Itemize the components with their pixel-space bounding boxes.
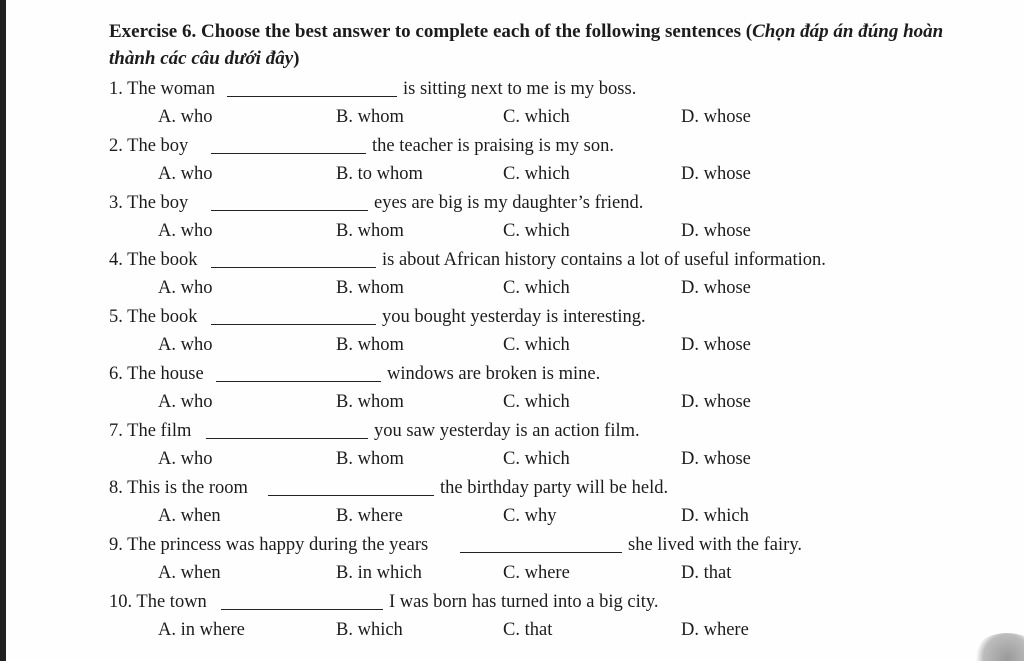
question-ending: the birthday party will be held. [440, 478, 669, 498]
option-c[interactable]: C. which [503, 449, 570, 469]
option-c[interactable]: C. which [503, 221, 570, 241]
option-c[interactable]: C. that [503, 620, 553, 640]
question-stem: 1. The woman [109, 79, 216, 99]
option-d[interactable]: D. whose [681, 221, 751, 241]
option-d[interactable]: D. whose [681, 335, 751, 355]
option-b[interactable]: B. whom [336, 278, 404, 298]
question-stem: 3. The boy [109, 193, 189, 213]
option-d[interactable]: D. whose [681, 392, 751, 412]
option-b[interactable]: B. whom [336, 449, 404, 469]
option-c[interactable]: C. where [503, 563, 570, 583]
option-d[interactable]: D. whose [681, 164, 751, 184]
option-a[interactable]: A. in where [158, 620, 245, 640]
option-d[interactable]: D. whose [681, 449, 751, 469]
question-stem: 4. The book [109, 250, 198, 270]
title-close: ) [293, 48, 300, 69]
question-7 [109, 420, 640, 442]
answer-blank[interactable] [206, 420, 368, 439]
option-c[interactable]: C. which [503, 278, 570, 298]
question-1 [109, 78, 637, 100]
option-d[interactable]: D. that [681, 563, 732, 583]
question-stem: 6. The house [109, 364, 204, 384]
title-vietnamese: Chọn đáp án đúng hoàn thành các câu dưới đây [109, 21, 944, 69]
question-4 [109, 249, 826, 271]
question-stem: 9. The princess was happy during the years [109, 535, 429, 555]
question-10 [109, 591, 659, 613]
option-c[interactable]: C. which [503, 335, 570, 355]
option-b[interactable]: B. whom [336, 221, 404, 241]
question-ending: you saw yesterday is an action film. [374, 421, 640, 441]
title-text: Exercise 6. Choose the best answer to complete each of the following sentences ( [109, 21, 753, 42]
answer-blank[interactable] [211, 192, 368, 211]
answer-blank[interactable] [211, 306, 376, 325]
question-3 [109, 192, 644, 214]
option-a[interactable]: A. who [158, 107, 213, 127]
option-a[interactable]: A. when [158, 506, 221, 526]
answer-blank[interactable] [211, 249, 376, 268]
option-a[interactable]: A. who [158, 221, 213, 241]
question-ending: is sitting next to me is my boss. [403, 79, 637, 99]
option-a[interactable]: A. who [158, 335, 213, 355]
answer-blank[interactable] [227, 78, 397, 97]
option-d[interactable]: D. which [681, 506, 749, 526]
question-ending: I was born has turned into a big city. [389, 592, 659, 612]
option-c[interactable]: C. which [503, 107, 570, 127]
option-a[interactable]: A. who [158, 278, 213, 298]
page-curl-shadow [972, 633, 1024, 661]
option-b[interactable]: B. to whom [336, 164, 423, 184]
question-stem: 7. The film [109, 421, 192, 441]
question-8 [109, 477, 669, 499]
option-d[interactable]: D. whose [681, 278, 751, 298]
exercise-title [109, 18, 989, 72]
option-a[interactable]: A. who [158, 392, 213, 412]
question-stem: 2. The boy [109, 136, 189, 156]
question-stem: 8. This is the room [109, 478, 248, 498]
option-d[interactable]: D. whose [681, 107, 751, 127]
question-5 [109, 306, 646, 328]
answer-blank[interactable] [211, 135, 366, 154]
option-a[interactable]: A. who [158, 164, 213, 184]
option-b[interactable]: B. whom [336, 392, 404, 412]
option-b[interactable]: B. whom [336, 107, 404, 127]
option-c[interactable]: C. which [503, 392, 570, 412]
question-stem: 5. The book [109, 307, 198, 327]
question-9 [109, 534, 802, 556]
question-ending: the teacher is praising is my son. [372, 136, 614, 156]
option-b[interactable]: B. whom [336, 335, 404, 355]
question-ending: eyes are big is my daughter’s friend. [374, 193, 644, 213]
option-a[interactable]: A. who [158, 449, 213, 469]
question-ending: you bought yesterday is interesting. [382, 307, 646, 327]
question-ending: windows are broken is mine. [387, 364, 601, 384]
answer-blank[interactable] [221, 591, 383, 610]
answer-blank[interactable] [460, 534, 622, 553]
question-stem: 10. The town [109, 592, 207, 612]
question-2 [109, 135, 614, 157]
option-d[interactable]: D. where [681, 620, 749, 640]
option-c[interactable]: C. which [503, 164, 570, 184]
option-b[interactable]: B. which [336, 620, 403, 640]
question-ending: she lived with the fairy. [628, 535, 802, 555]
answer-blank[interactable] [268, 477, 434, 496]
option-a[interactable]: A. when [158, 563, 221, 583]
answer-blank[interactable] [216, 363, 381, 382]
option-b[interactable]: B. in which [336, 563, 422, 583]
question-6 [109, 363, 601, 385]
question-ending: is about African history contains a lot of useful information. [382, 250, 826, 270]
option-c[interactable]: C. why [503, 506, 557, 526]
option-b[interactable]: B. where [336, 506, 403, 526]
